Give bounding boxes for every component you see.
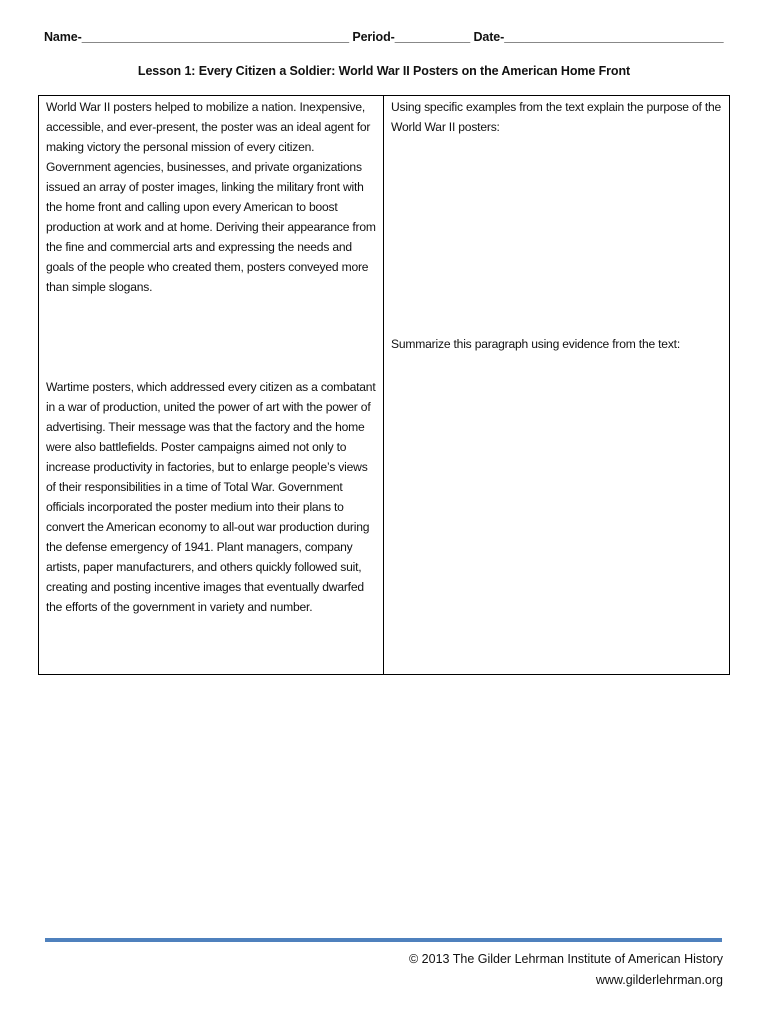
name-blank[interactable]: _______________________________________ [81, 30, 349, 44]
reading-paragraph-2: Wartime posters, which addressed every citizen as a combatant in a war of production, united the power of art with the power of advertising. Their message was that the factory and the home were also battlefields. Poster campaigns aimed not only to increase productivity in factories, but to enlarge people’s views of their responsibilities in a time of Total War. Government officials incorporated the poster medium into their plans to convert the American economy to all-out war production during the defense emergency of 1941. Plant managers, company artists, paper manufacturers, and others quickly followed suit, creating and posting incentive images that eventually dwarfed the efforts of the government in variety and number. [46, 380, 376, 614]
response-column[interactable] [384, 96, 729, 674]
question-prompt-1: Using specific examples from the text explain the purpose of the World War II posters: [391, 100, 722, 134]
date-label: Date- [473, 30, 505, 44]
period-label: Period- [352, 30, 395, 44]
reading-column [39, 96, 384, 674]
lesson-title: Lesson 1: Every Citizen a Soldier: World War II Posters on the American Home Front [137, 64, 631, 78]
footer-copyright: © 2013 The Gilder Lehrman Institute of American History [409, 952, 723, 966]
question-prompt-2: Summarize this paragraph using evidence from the text: [391, 337, 681, 351]
worksheet-table [38, 95, 730, 675]
date-blank[interactable]: ________________________________ [504, 30, 724, 44]
period-blank[interactable]: ___________ [394, 30, 471, 44]
footer-url: www.gilderlehrman.org [595, 973, 723, 987]
name-label: Name- [44, 30, 82, 44]
reading-paragraph-1: World War II posters helped to mobilize a nation. Inexpensive, accessible, and ever-present, the poster was an ideal agent for making victory the personal mission of every citizen. Government agencies, businesses, and private organizations issued an array of poster images, linking the military front with the home front and calling upon every American to boost production at work and at home. Deriving their appearance from the fine and commercial arts and expressing the needs and goals of the people who created them, posters conveyed more than simple slogans. [46, 100, 376, 294]
footer-divider [45, 938, 722, 942]
student-info-line [44, 30, 724, 44]
